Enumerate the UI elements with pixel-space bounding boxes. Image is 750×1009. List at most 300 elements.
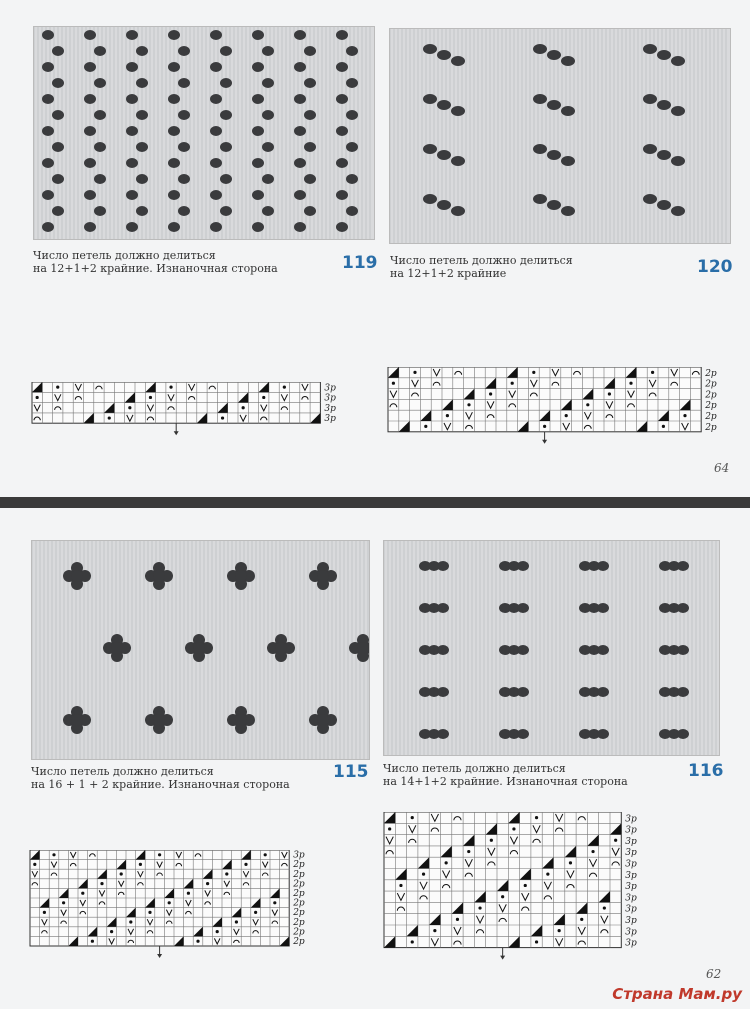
chart-purl-symbol (651, 371, 654, 374)
lace-eyelet (111, 642, 123, 654)
lace-eyelet (317, 570, 329, 582)
chart-purl-symbol (629, 382, 632, 385)
lace-eyelet (357, 642, 369, 654)
chart-row-label: 3р (625, 825, 637, 836)
pattern-120-photo (389, 28, 731, 244)
chart-purl-symbol (608, 392, 611, 395)
chart-purl-symbol (524, 884, 527, 887)
lace-eyelet (126, 222, 138, 232)
lace-eyelet (304, 142, 316, 152)
lace-eyelet (210, 222, 222, 232)
lace-eyelet (262, 206, 274, 216)
chart-purl-symbol (187, 892, 190, 895)
lace-eyelet (178, 110, 190, 120)
lace-eyelet (126, 30, 138, 40)
chart-purl-symbol (56, 386, 59, 389)
lace-eyelet (252, 30, 264, 40)
lace-eyelet (671, 56, 685, 66)
chart-row-label: 2р (705, 422, 717, 433)
lace-eyelet (304, 174, 316, 184)
lace-eyelet (84, 190, 96, 200)
lace-eyelet (677, 687, 689, 697)
pattern-119-photo (33, 26, 375, 240)
chart-purl-symbol (91, 940, 94, 943)
lace-eyelet (336, 62, 348, 72)
chart-purl-symbol (264, 853, 267, 856)
chart-purl-symbol (168, 901, 171, 904)
lace-eyelet (533, 144, 547, 154)
pattern-120-number: 120 (697, 257, 733, 277)
chart-purl-symbol (108, 416, 111, 419)
lace-eyelet (52, 206, 64, 216)
lace-eyelet (451, 56, 465, 66)
chart-purl-symbol (445, 861, 448, 864)
lace-eyelet (84, 30, 96, 40)
chart-purl-symbol (169, 386, 172, 389)
chart-row-label: 3р (625, 870, 637, 881)
chart-purl-symbol (100, 882, 103, 885)
lace-eyelet (84, 158, 96, 168)
lace-eyelet (210, 30, 222, 40)
pattern-116-caption-line2: на 14+1+2 крайние. Изнаночная сторона (383, 775, 628, 788)
pattern-115-caption-line1: Число петель должно делиться (31, 765, 214, 778)
lace-eyelet (317, 714, 329, 726)
lace-eyelet (210, 94, 222, 104)
lace-eyelet (42, 62, 54, 72)
lace-eyelet (336, 94, 348, 104)
lace-eyelet (42, 190, 54, 200)
chart-row-label: 2р (293, 937, 305, 947)
chart-row-label: 3р (625, 814, 637, 825)
lace-eyelet (126, 158, 138, 168)
chart-purl-symbol (422, 873, 425, 876)
lace-eyelet (643, 94, 657, 104)
lace-eyelet (168, 62, 180, 72)
lace-eyelet (52, 46, 64, 56)
lace-eyelet (126, 126, 138, 136)
pattern-120-caption-line1: Число петель должно делиться (390, 254, 573, 267)
pattern-115-photo (31, 540, 370, 760)
chart-purl-symbol (196, 940, 199, 943)
lace-eyelet (136, 46, 148, 56)
chart-purl-symbol (591, 850, 594, 853)
lace-eyelet (294, 94, 306, 104)
chart-row-label: 3р (625, 904, 637, 915)
top-page-number: 64 (714, 461, 730, 475)
lace-eyelet (262, 78, 274, 88)
lace-eyelet (547, 150, 561, 160)
lace-eyelet (210, 158, 222, 168)
pattern-119-caption-line1: Число петель должно делиться (33, 249, 216, 262)
lace-eyelet (294, 126, 306, 136)
chart-arrow-head (500, 956, 505, 960)
lace-eyelet (336, 30, 348, 40)
chart-row-label: 2р (705, 390, 717, 401)
pattern-116-chart (382, 812, 662, 964)
lace-eyelet (304, 110, 316, 120)
chart-purl-symbol (216, 930, 219, 933)
lace-eyelet (178, 142, 190, 152)
lace-eyelet (437, 603, 449, 613)
lace-eyelet (304, 46, 316, 56)
chart-purl-symbol (33, 863, 36, 866)
lace-eyelet (437, 561, 449, 571)
lace-eyelet (84, 62, 96, 72)
chart-purl-symbol (110, 930, 113, 933)
lace-eyelet (294, 190, 306, 200)
lace-eyelet (451, 156, 465, 166)
chart-row-label: 2р (293, 908, 305, 919)
chart-row-label: 3р (625, 938, 637, 949)
lace-eyelet (517, 603, 529, 613)
chart-purl-symbol (254, 911, 257, 914)
chart-purl-symbol (129, 920, 132, 923)
chart-row-label: 3р (625, 893, 637, 904)
chart-purl-symbol (225, 872, 228, 875)
lace-eyelet (94, 174, 106, 184)
chart-row-label: 2р (705, 401, 717, 412)
lace-eyelet (220, 46, 232, 56)
chart-row-label: 3р (293, 850, 305, 861)
lace-eyelet (262, 46, 274, 56)
pattern-115-number: 115 (333, 762, 369, 782)
lace-eyelet (42, 126, 54, 136)
chart-purl-symbol (586, 403, 589, 406)
lace-eyelet (517, 561, 529, 571)
lace-eyelet (136, 206, 148, 216)
lace-eyelet (168, 94, 180, 104)
chart-purl-symbol (206, 882, 209, 885)
lace-eyelet (597, 687, 609, 697)
chart-row-label: 2р (293, 889, 305, 899)
chart-row-label: 2р (293, 869, 305, 880)
chart-purl-symbol (546, 873, 549, 876)
chart-row-label: 2р (293, 879, 305, 890)
lace-eyelet (252, 62, 264, 72)
chart-row-label: 2р (293, 927, 305, 938)
lace-eyelet (304, 206, 316, 216)
lace-eyelet (437, 50, 451, 60)
lace-eyelet (423, 44, 437, 54)
watermark (612, 985, 742, 1003)
lace-eyelet (677, 561, 689, 571)
chart-purl-symbol (683, 414, 686, 417)
chart-purl-symbol (424, 425, 427, 428)
lace-eyelet (423, 194, 437, 204)
lace-eyelet (52, 78, 64, 88)
lace-eyelet (336, 126, 348, 136)
chart-purl-symbol (456, 918, 459, 921)
lace-eyelet (262, 174, 274, 184)
lace-eyelet (304, 78, 316, 88)
lace-eyelet (671, 206, 685, 216)
chart-row-label: 3р (324, 403, 336, 414)
lace-eyelet (547, 50, 561, 60)
lace-eyelet (136, 174, 148, 184)
lace-eyelet (336, 158, 348, 168)
lace-eyelet (561, 156, 575, 166)
pattern-120-caption (390, 254, 690, 280)
lace-eyelet (153, 714, 165, 726)
lace-eyelet (561, 206, 575, 216)
lace-eyelet (671, 156, 685, 166)
lace-eyelet (178, 46, 190, 56)
lace-eyelet (262, 142, 274, 152)
chart-purl-symbol (244, 863, 247, 866)
lace-eyelet (220, 78, 232, 88)
chart-purl-symbol (511, 382, 514, 385)
pattern-119-caption (33, 249, 333, 275)
lace-eyelet (336, 222, 348, 232)
lace-eyelet (126, 62, 138, 72)
lace-eyelet (346, 206, 358, 216)
chart-purl-symbol (433, 929, 436, 932)
chart-row-label: 3р (625, 836, 637, 847)
chart-purl-symbol (242, 406, 245, 409)
lace-eyelet (533, 194, 547, 204)
chart-purl-symbol (580, 918, 583, 921)
lace-eyelet (561, 56, 575, 66)
lace-eyelet (220, 206, 232, 216)
lace-eyelet (252, 222, 264, 232)
lace-eyelet (178, 78, 190, 88)
chart-purl-symbol (501, 895, 504, 898)
chart-row-label: 2р (293, 898, 305, 909)
lace-eyelet (168, 158, 180, 168)
lace-eyelet (657, 150, 671, 160)
lace-eyelet (657, 100, 671, 110)
lace-eyelet (336, 190, 348, 200)
pattern-115-chart (28, 850, 333, 962)
chart-arrow-head (174, 431, 179, 435)
lace-eyelet (517, 687, 529, 697)
pattern-115-caption-line2: на 16 + 1 + 2 крайние. Изнаночная сторона (31, 778, 290, 791)
chart-purl-symbol (558, 929, 561, 932)
lace-eyelet (643, 44, 657, 54)
chart-purl-symbol (392, 382, 395, 385)
chart-purl-symbol (128, 406, 131, 409)
lace-eyelet (220, 142, 232, 152)
lace-eyelet (547, 100, 561, 110)
chart-purl-symbol (235, 920, 238, 923)
lace-eyelet (178, 206, 190, 216)
chart-purl-symbol (81, 892, 84, 895)
lace-eyelet (597, 561, 609, 571)
lace-eyelet (136, 78, 148, 88)
lace-eyelet (193, 642, 205, 654)
lace-eyelet (42, 158, 54, 168)
chart-row-label: 2р (705, 368, 717, 379)
lace-eyelet (677, 603, 689, 613)
chart-purl-symbol (158, 853, 161, 856)
lace-eyelet (52, 142, 64, 152)
lace-eyelet (533, 94, 547, 104)
chart-row-label: 3р (324, 383, 336, 394)
lace-eyelet (346, 46, 358, 56)
lace-eyelet (346, 78, 358, 88)
chart-purl-symbol (489, 392, 492, 395)
lace-eyelet (451, 206, 465, 216)
chart-purl-symbol (512, 827, 515, 830)
chart-purl-symbol (413, 371, 416, 374)
top-page (0, 0, 750, 498)
lace-eyelet (252, 190, 264, 200)
lace-eyelet (235, 570, 247, 582)
chart-purl-symbol (411, 816, 414, 819)
lace-eyelet (437, 645, 449, 655)
chart-purl-symbol (62, 901, 65, 904)
chart-purl-symbol (221, 416, 224, 419)
chart-purl-symbol (490, 839, 493, 842)
chart-purl-symbol (662, 425, 665, 428)
lace-eyelet (423, 94, 437, 104)
chart-arrow-head (157, 954, 162, 958)
pattern-119-chart (30, 382, 350, 450)
chart-purl-symbol (467, 403, 470, 406)
lace-eyelet (235, 714, 247, 726)
chart-purl-symbol (283, 386, 286, 389)
lace-eyelet (94, 142, 106, 152)
chart-row-label: 2р (705, 412, 717, 422)
lace-eyelet (210, 126, 222, 136)
lace-eyelet (71, 714, 83, 726)
pattern-120-chart (386, 367, 726, 459)
pattern-116-number: 116 (688, 761, 724, 781)
lace-eyelet (168, 126, 180, 136)
chart-arrow-head (542, 440, 547, 444)
chart-purl-symbol (43, 911, 46, 914)
lace-eyelet (168, 222, 180, 232)
chart-purl-symbol (36, 396, 39, 399)
lace-eyelet (677, 645, 689, 655)
lace-eyelet (42, 30, 54, 40)
chart-purl-symbol (543, 425, 546, 428)
lace-eyelet (210, 190, 222, 200)
chart-purl-symbol (532, 371, 535, 374)
lace-eyelet (437, 729, 449, 739)
lace-eyelet (451, 106, 465, 116)
lace-eyelet (437, 150, 451, 160)
lace-eyelet (153, 570, 165, 582)
chart-row-label: 3р (324, 414, 336, 425)
chart-purl-symbol (535, 816, 538, 819)
chart-purl-symbol (139, 863, 142, 866)
lace-eyelet (94, 46, 106, 56)
lace-eyelet (437, 200, 451, 210)
chart-purl-symbol (148, 911, 151, 914)
lace-eyelet (677, 729, 689, 739)
lace-eyelet (84, 126, 96, 136)
lace-eyelet (52, 110, 64, 120)
lace-eyelet (168, 30, 180, 40)
bottom-page (0, 508, 750, 1009)
lace-eyelet (437, 687, 449, 697)
chart-row-label: 3р (625, 859, 637, 870)
lace-eyelet (294, 30, 306, 40)
chart-purl-symbol (411, 940, 414, 943)
chart-purl-symbol (52, 853, 55, 856)
lace-eyelet (252, 94, 264, 104)
chart-purl-symbol (446, 414, 449, 417)
pattern-116-caption-line1: Число петель должно делиться (383, 762, 566, 775)
lace-eyelet (657, 50, 671, 60)
lace-eyelet (657, 200, 671, 210)
lace-eyelet (94, 206, 106, 216)
lace-eyelet (52, 174, 64, 184)
lace-eyelet (346, 174, 358, 184)
chart-row-label: 3р (625, 916, 637, 926)
lace-eyelet (533, 44, 547, 54)
lace-eyelet (126, 190, 138, 200)
lace-eyelet (294, 222, 306, 232)
lace-eyelet (262, 110, 274, 120)
chart-purl-symbol (120, 872, 123, 875)
lace-eyelet (126, 94, 138, 104)
lace-eyelet (42, 222, 54, 232)
chart-row-label: 3р (625, 848, 637, 859)
pattern-120-caption-line2: на 12+1+2 крайние (390, 267, 507, 280)
lace-eyelet (210, 62, 222, 72)
lace-eyelet (94, 110, 106, 120)
lace-eyelet (275, 642, 287, 654)
lace-eyelet (346, 110, 358, 120)
chart-purl-symbol (388, 827, 391, 830)
lace-eyelet (346, 142, 358, 152)
lace-eyelet (84, 222, 96, 232)
chart-purl-symbol (614, 839, 617, 842)
lace-eyelet (94, 78, 106, 88)
bottom-page-number: 62 (706, 967, 722, 981)
chart-purl-symbol (467, 850, 470, 853)
chart-purl-symbol (603, 906, 606, 909)
chart-purl-symbol (569, 861, 572, 864)
lace-eyelet (220, 174, 232, 184)
lace-eyelet (643, 194, 657, 204)
lace-eyelet (136, 142, 148, 152)
chart-purl-symbol (273, 901, 276, 904)
lace-eyelet (294, 158, 306, 168)
chart-row-label: 3р (625, 927, 637, 938)
chart-purl-symbol (262, 396, 265, 399)
chart-purl-symbol (478, 906, 481, 909)
lace-eyelet (643, 144, 657, 154)
lace-eyelet (178, 174, 190, 184)
watermark-suffix: .ру (715, 985, 742, 1003)
lace-eyelet (437, 100, 451, 110)
lace-eyelet (517, 729, 529, 739)
chart-purl-symbol (149, 396, 152, 399)
chart-purl-symbol (565, 414, 568, 417)
chart-row-label: 3р (625, 882, 637, 893)
chart-purl-symbol (399, 884, 402, 887)
lace-eyelet (671, 106, 685, 116)
pattern-116-photo (383, 540, 720, 756)
chart-row-label: 3р (324, 393, 336, 404)
lace-eyelet (252, 158, 264, 168)
lace-eyelet (597, 603, 609, 613)
watermark-text: Страна Мам (612, 985, 716, 1003)
lace-eyelet (561, 106, 575, 116)
lace-eyelet (597, 729, 609, 739)
lace-eyelet (517, 645, 529, 655)
lace-eyelet (220, 110, 232, 120)
pattern-116-caption (383, 762, 683, 788)
pattern-119-number: 119 (342, 253, 378, 273)
chart-row-label: 2р (293, 917, 305, 928)
lace-eyelet (547, 200, 561, 210)
lace-eyelet (42, 94, 54, 104)
chart-purl-symbol (535, 940, 538, 943)
